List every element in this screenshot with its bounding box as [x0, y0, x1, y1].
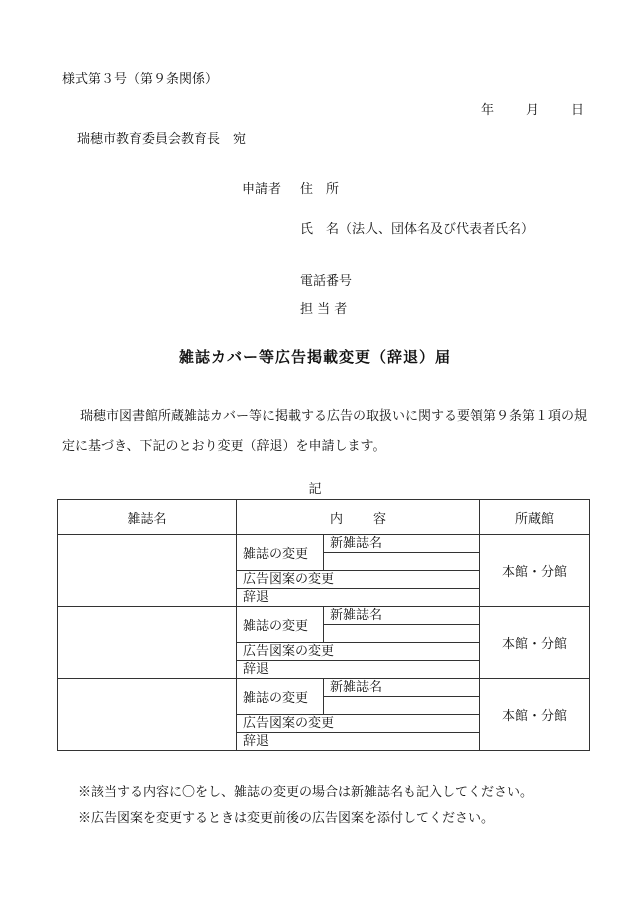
magazine-name-cell[interactable]: [58, 607, 237, 679]
body-paragraph: 瑞穂市図書館所蔵雑誌カバー等に掲載する広告の取扱いに関する要領第９条第１項の規定に基づき、下記のとおり変更（辞退）を申請します。: [62, 409, 588, 454]
new-magazine-label: 新雑誌名: [324, 679, 480, 697]
new-magazine-label: 新雑誌名: [324, 607, 480, 625]
change-magazine-option[interactable]: 雑誌の変更: [237, 607, 324, 643]
withdraw-option[interactable]: 辞退: [237, 589, 480, 607]
magazine-name-cell[interactable]: [58, 679, 237, 751]
library-option[interactable]: 本館・分館: [480, 679, 590, 751]
table-header-row: [58, 500, 590, 535]
header-library: 所蔵館: [480, 500, 590, 535]
phone-label: 電話番号: [300, 274, 353, 289]
ki-heading: 記: [308, 482, 322, 497]
new-magazine-label: 新雑誌名: [324, 535, 480, 553]
table-row: [58, 535, 590, 553]
table-row: [58, 607, 590, 625]
new-magazine-input[interactable]: [324, 697, 480, 715]
date-day: 日: [571, 103, 585, 118]
date-line: [481, 99, 584, 118]
magazine-name-cell[interactable]: [58, 535, 237, 607]
note-item: ※広告図案を変更するときは変更前後の広告図案を添付してください。: [78, 811, 495, 826]
name-label: 氏 名（法人、団体名及び代表者氏名）: [300, 222, 535, 237]
new-magazine-input[interactable]: [324, 625, 480, 643]
library-option[interactable]: 本館・分館: [480, 607, 590, 679]
applicant-label: 申請者: [242, 182, 282, 197]
note-item: ※該当する内容に〇をし、雑誌の変更の場合は新雑誌名も記入してください。: [78, 785, 534, 800]
withdraw-option[interactable]: 辞退: [237, 661, 480, 679]
withdraw-option[interactable]: 辞退: [237, 733, 480, 751]
ad-design-change-option[interactable]: 広告図案の変更: [237, 715, 480, 733]
document-title: 雑誌カバー等広告掲載変更（辞退）届: [178, 348, 451, 366]
change-magazine-option[interactable]: 雑誌の変更: [237, 679, 324, 715]
header-content: [237, 500, 480, 535]
new-magazine-input[interactable]: [324, 553, 480, 571]
notes: [78, 780, 533, 832]
ad-design-change-option[interactable]: 広告図案の変更: [237, 643, 480, 661]
date-year: 年: [481, 103, 495, 118]
address-label: 住 所: [300, 182, 340, 197]
records-table: [57, 499, 590, 751]
table-row: [58, 679, 590, 697]
library-option[interactable]: 本館・分館: [480, 535, 590, 607]
header-content-label: 内容: [330, 511, 417, 527]
addressee: 瑞穂市教育委員会教育長 宛: [77, 132, 247, 147]
change-magazine-option[interactable]: 雑誌の変更: [237, 535, 324, 571]
date-month: 月: [526, 103, 540, 118]
header-magazine: 雑誌名: [58, 500, 237, 535]
person-in-charge-label: 担 当 者: [300, 302, 348, 317]
form-number: 様式第３号（第９条関係）: [62, 72, 219, 87]
ad-design-change-option[interactable]: 広告図案の変更: [237, 571, 480, 589]
